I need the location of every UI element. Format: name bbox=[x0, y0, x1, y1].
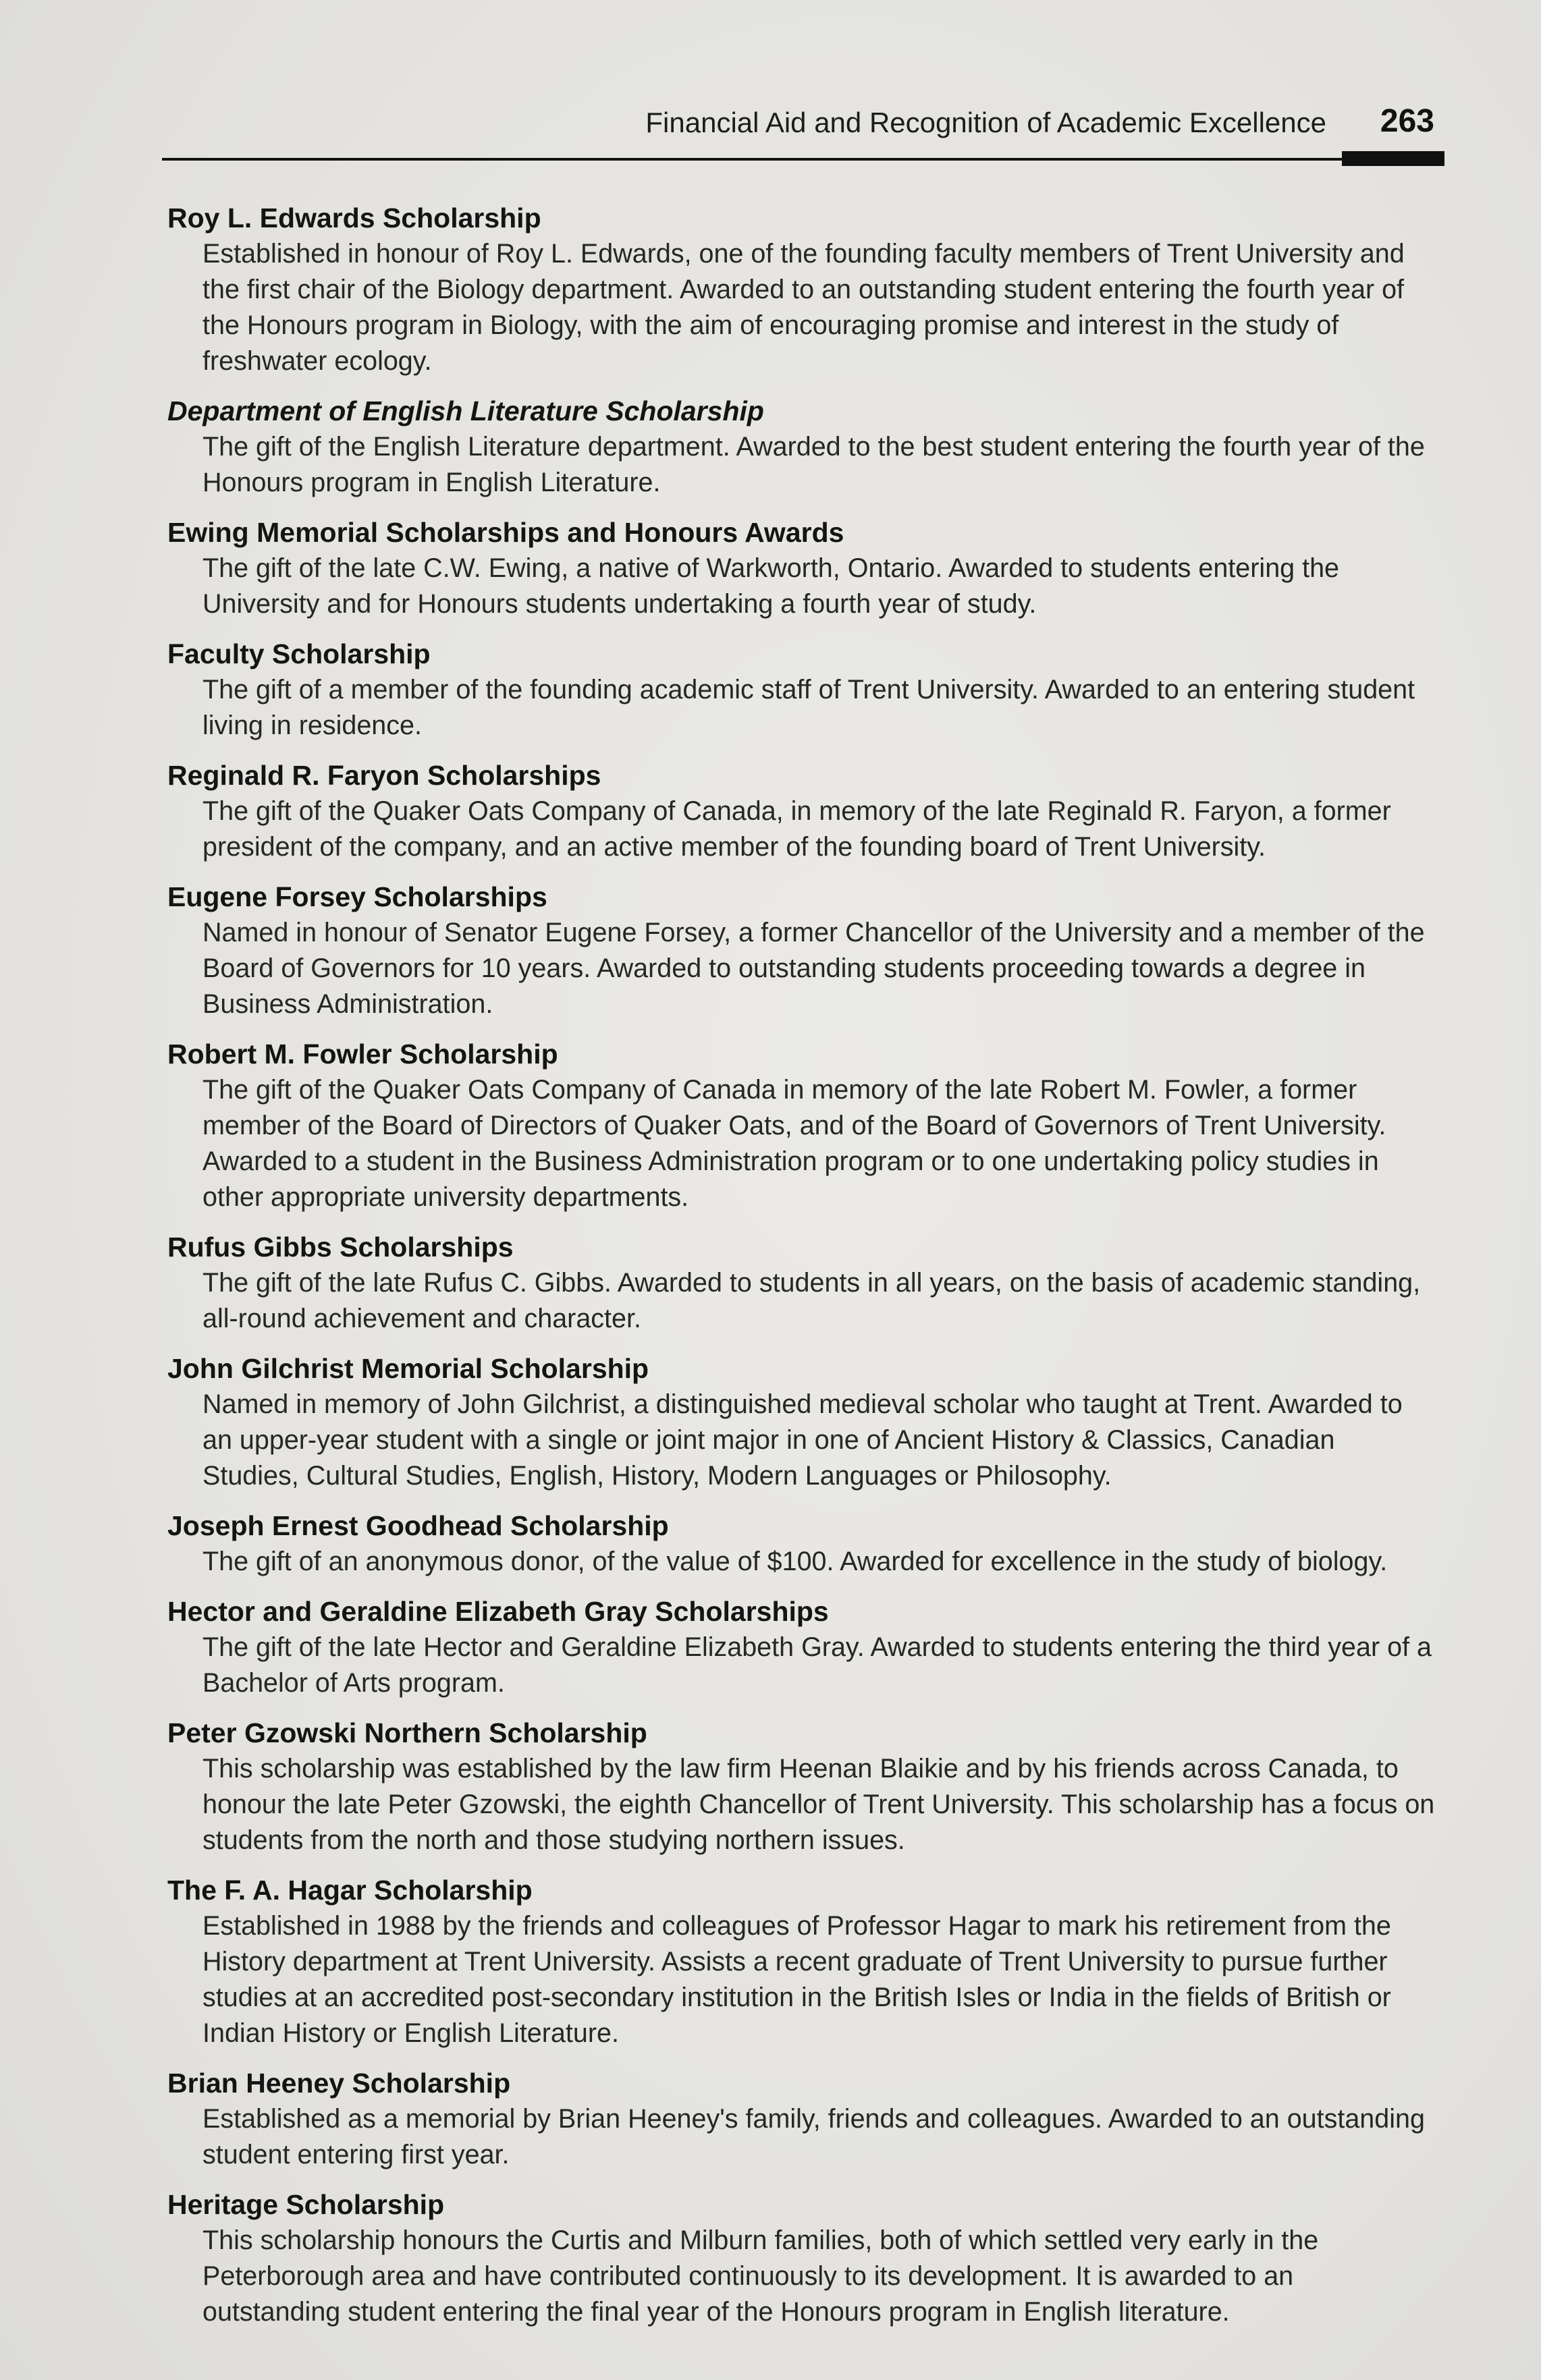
scholarship-description: The gift of the English Literature department. Awarded to the best student entering the fourth year of the Honours program in English Literature. bbox=[202, 432, 1425, 497]
scholarship-title: Hector and Geraldine Elizabeth Gray Scholarships bbox=[167, 1596, 829, 1627]
scholarship-description: The gift of the late C.W. Ewing, a native of Warkworth, Ontario. Awarded to students entering the University and for Honours students undertaking a fourth year of study. bbox=[202, 553, 1340, 619]
scholarship-description: The gift of an anonymous donor, of the value of $100. Awarded for excellence in the study of biology. bbox=[202, 1547, 1388, 1576]
scholarship-description: The gift of the Quaker Oats Company of Canada in memory of the late Robert M. Fowler, a former member of the Board of Directors of Quaker Oats, and of the Board of Governors of Trent University. Awarded to a student in the Business Administration program or to one undertaking policy studies in other appropriate university departments. bbox=[202, 1075, 1386, 1212]
scholarship-title: Brian Heeney Scholarship bbox=[167, 2068, 511, 2099]
scholarship-description: The gift of a member of the founding academic staff of Trent University. Awarded to an entering student living in residence. bbox=[202, 675, 1415, 740]
scholarship-description: Established in honour of Roy L. Edwards, one of the founding faculty members of Trent University and the first chair of the Biology department. Awarded to an outstanding student entering the fourth year of the Honours program in Biology, with the aim of encouraging promise and interest in the study of freshwater ecology. bbox=[202, 239, 1405, 376]
scholarship-entry bbox=[167, 200, 1436, 379]
scholarship-entry bbox=[167, 757, 1436, 865]
scholarship-title: Ewing Memorial Scholarships and Honours Awards bbox=[167, 517, 844, 548]
scholarship-description: The gift of the late Rufus C. Gibbs. Awarded to students in all years, on the basis of academic standing, all-round achievement and character. bbox=[202, 1268, 1421, 1333]
scholarship-title: John Gilchrist Memorial Scholarship bbox=[167, 1353, 649, 1384]
scholarship-entry bbox=[167, 393, 1436, 501]
scholarship-title: Eugene Forsey Scholarships bbox=[167, 881, 547, 912]
scholarship-entry bbox=[167, 1507, 1436, 1580]
scholarship-title: Robert M. Fowler Scholarship bbox=[167, 1039, 558, 1070]
running-header-title: Financial Aid and Recognition of Academic Excellence bbox=[645, 107, 1326, 138]
scholarship-title: Department of English Literature Scholarship bbox=[167, 395, 764, 426]
scholarship-description: Named in memory of John Gilchrist, a distinguished medieval scholar who taught at Trent. Awarded to an upper-year student with a single or joint major in one of Ancient History & Classics, Canadian Studies, Cultural Studies, English, History, Modern Languages or Philosophy. bbox=[202, 1389, 1403, 1491]
scholarship-description: This scholarship honours the Curtis and Milburn families, both of which settled very early in the Peterborough area and have contributed continuously to its development. It is awarded to an outstanding student entering the final year of the Honours program in English literature. bbox=[202, 2225, 1319, 2327]
scholarship-description: Named in honour of Senator Eugene Forsey, a former Chancellor of the University and a member of the Board of Governors for 10 years. Awarded to outstanding students proceeding towards a degree in Business Administration. bbox=[202, 918, 1425, 1019]
scholarship-description: This scholarship was established by the law firm Heenan Blaikie and by his friends across Canada, to honour the late Peter Gzowski, the eighth Chancellor of Trent University. This scholarship has a focus on students from the north and those studying northern issues. bbox=[202, 1754, 1435, 1855]
scholarship-entry bbox=[167, 1350, 1436, 1494]
scholarship-description: The gift of the late Hector and Geraldine Elizabeth Gray. Awarded to students entering the third year of a Bachelor of Arts program. bbox=[202, 1632, 1432, 1698]
scholarship-entry bbox=[167, 1593, 1436, 1701]
scholarship-entry bbox=[167, 2065, 1436, 2173]
scholarship-entry bbox=[167, 2186, 1436, 2330]
scholarship-entry bbox=[167, 1872, 1436, 2051]
scholarship-title: Faculty Scholarship bbox=[167, 638, 431, 669]
scholarship-title: Reginald R. Faryon Scholarships bbox=[167, 760, 601, 791]
scholarship-entry bbox=[167, 1229, 1436, 1337]
scholarship-title: Peter Gzowski Northern Scholarship bbox=[167, 1717, 647, 1748]
scholarship-description: The gift of the Quaker Oats Company of Canada, in memory of the late Reginald R. Faryon, a former president of the company, and an active member of the founding board of Trent University. bbox=[202, 796, 1391, 862]
scholarship-entry bbox=[167, 1036, 1436, 1215]
header-tab-marker bbox=[1342, 151, 1444, 166]
scholarship-entry bbox=[167, 636, 1436, 744]
scholarship-entry bbox=[167, 1715, 1436, 1858]
header-rule bbox=[162, 158, 1444, 161]
page-header bbox=[162, 101, 1444, 162]
scholarship-description: Established as a memorial by Brian Heeney's family, friends and colleagues. Awarded to an outstanding student entering first year. bbox=[202, 2104, 1425, 2169]
scholarship-title: Rufus Gibbs Scholarships bbox=[167, 1231, 514, 1263]
scholarship-title: Heritage Scholarship bbox=[167, 2189, 445, 2220]
scholarship-title: Roy L. Edwards Scholarship bbox=[167, 202, 541, 233]
page-number: 263 bbox=[1380, 103, 1434, 139]
scholarship-description: Established in 1988 by the friends and colleagues of Professor Hagar to mark his retirement from the History department at Trent University. Assists a recent graduate of Trent University to pursue further studies at an accredited post-secondary institution in the British Isles or India in the fields of British or Indian History or English Literature. bbox=[202, 1911, 1391, 2048]
scholarship-title: Joseph Ernest Goodhead Scholarship bbox=[167, 1510, 669, 1541]
scholarship-title: The F. A. Hagar Scholarship bbox=[167, 1875, 533, 1906]
scholarship-entry bbox=[167, 879, 1436, 1022]
scholarship-entry bbox=[167, 514, 1436, 622]
scholarship-list bbox=[167, 200, 1436, 2344]
